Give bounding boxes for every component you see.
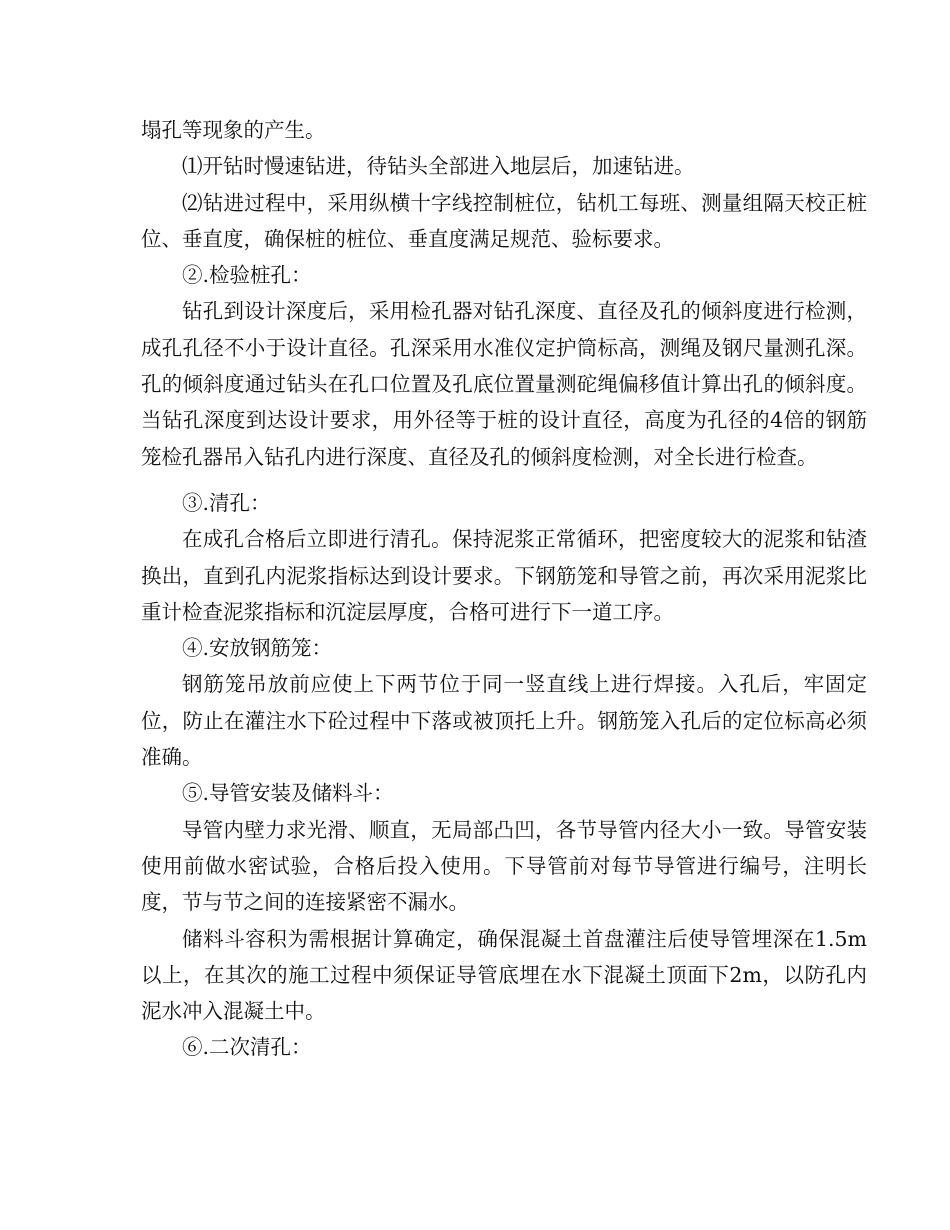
paragraph-continuation: 塌孔等现象的产生。 — [141, 118, 326, 142]
heading-clean-hole: ③.清孔： — [182, 490, 271, 515]
heading-inspect-pile-hole: ②.检验桩孔： — [182, 263, 312, 288]
paragraph-place-rebar-cage: 钢筋笼吊放前应使上下两节位于同一竖直线上进行焊接。入孔后，牢固定位，防止在灌注水下砼过程中下落或被顶托上升。钢筋笼入孔后的定位标高必须准确。 — [141, 672, 867, 770]
heading-conduit-hopper: ⑤.导管安装及储料斗： — [182, 781, 394, 806]
heading-second-cleaning: ⑥.二次清孔： — [182, 1035, 312, 1060]
paragraph-clean-hole: 在成孔合格后立即进行清孔。保持泥浆正常循环，把密度较大的泥浆和钻渣换出，直到孔内泥浆指标达到设计要求。下钢筋笼和导管之前，再次采用泥浆比重计检查泥浆指标和沉淀层厚度，合格可进行下一道工序。 — [141, 527, 867, 624]
paragraph-step-1: ⑴开钻时慢速钻进，待钻头全部进入地层后，加速钻进。 — [182, 154, 695, 179]
paragraph-inspect-pile-hole: 钻孔到设计深度后，采用检孔器对钻孔深度、直径及孔的倾斜度进行检测，成孔孔径不小于设计直径。孔深采用水准仪定护筒标高，测绳及钢尺量测孔深。孔的倾斜度通过钻头在孔口位置及孔底位置量测砣绳偏移值计算出孔的倾斜度。当钻孔深度到达设计要求，用外径等于桩的设计直径，高度为孔径的4倍的钢筋笼检孔器吊入钻孔内进行深度、直径及孔的倾斜度检测，对全长进行检查。 — [141, 299, 867, 469]
paragraph-hopper: 储料斗容积为需根据计算确定，确保混凝土首盘灌注后使导管埋深在1.5m以上，在其次的施工过程中须保证导管底埋在水下混凝土顶面下2m，以防孔内泥水冲入混凝土中。 — [141, 926, 867, 1024]
heading-place-rebar-cage: ④.安放钢筋笼： — [182, 636, 333, 661]
paragraph-step-2: ⑵钻进过程中，采用纵横十字线控制桩位，钻机工每班、测量组隔天校正桩位、垂直度，确保桩的桩位、垂直度满足规范、验标要求。 — [141, 190, 867, 251]
paragraph-conduit: 导管内壁力求光滑、顺直，无局部凸凹，各节导管内径大小一致。导管安装使用前做水密试验，合格后投入使用。下导管前对每节导管进行编号，注明长度，节与节之间的连接紧密不漏水。 — [141, 817, 867, 915]
document-body — [141, 112, 867, 1066]
